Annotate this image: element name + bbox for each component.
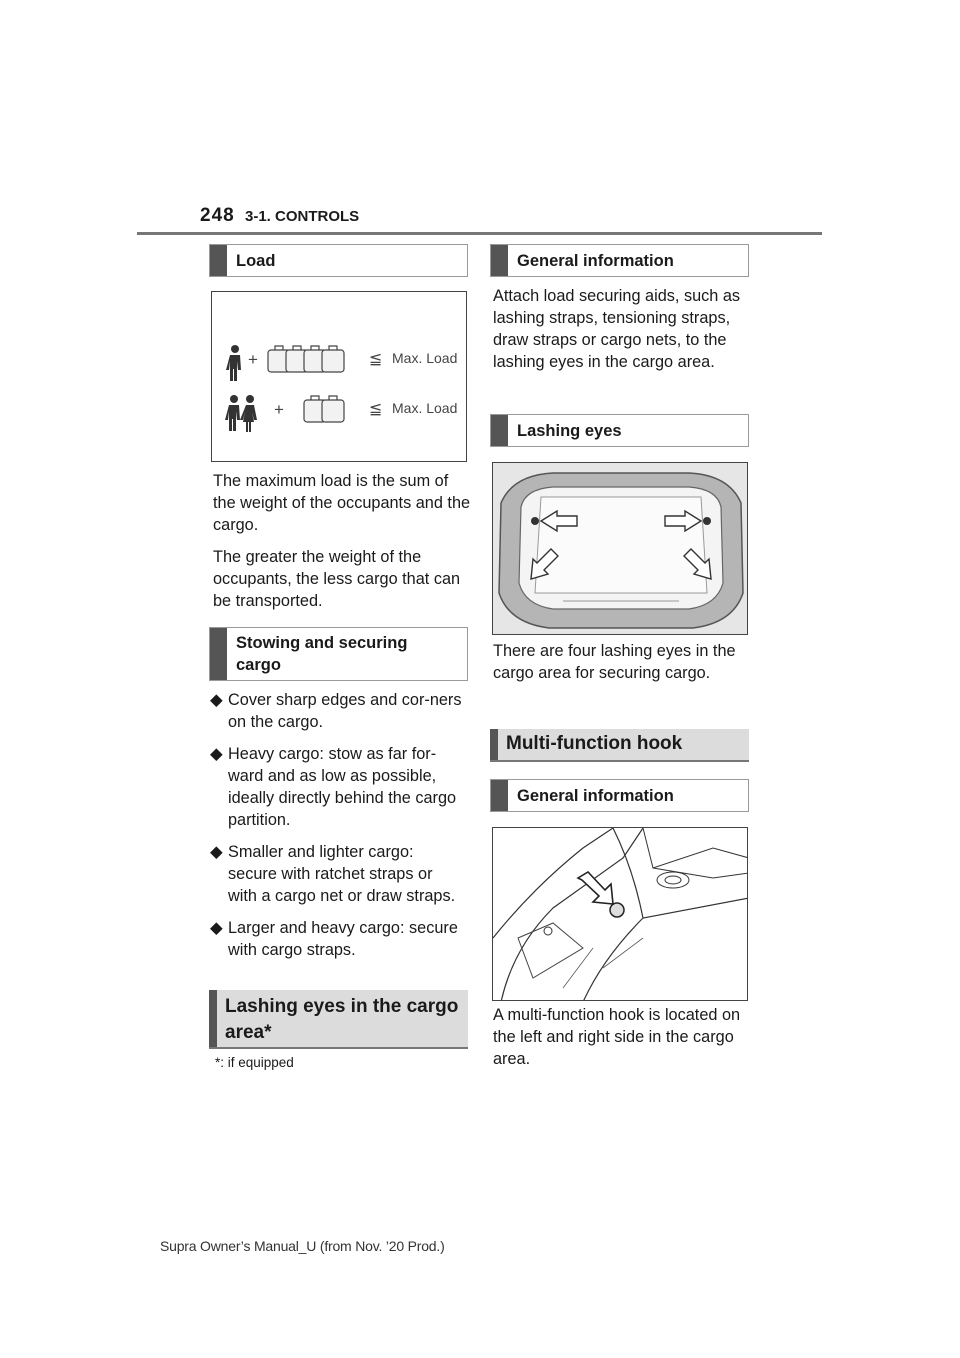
general-info-heading-2: General information (490, 779, 749, 812)
hook-illustration (493, 828, 748, 1001)
load-heading: Load (209, 244, 468, 277)
multi-function-hook-heading: Multi-function hook (490, 729, 749, 762)
header-rule (137, 232, 822, 235)
diamond-bullet-icon: ◆ (210, 843, 223, 861)
lashing-main-heading: Lashing eyes in the cargo area* (209, 990, 468, 1049)
luggage-icons (268, 346, 344, 372)
load-diagram (212, 292, 467, 462)
plus-sign-2: + (274, 400, 284, 419)
leq-sign: ≦ (369, 349, 383, 368)
page-number: 248 (200, 205, 235, 226)
section-title: 3-1. CONTROLS (245, 208, 360, 225)
stowing-bullet-list (210, 689, 465, 961)
leq-sign-2: ≦ (369, 399, 383, 418)
lashing-eye-marker (703, 517, 711, 525)
lashing-eyes-figure (492, 462, 748, 635)
plus-sign: + (248, 350, 258, 369)
bullet-item: ◆ Cover sharp edges and cor-ners on the cargo. (210, 691, 462, 731)
multi-function-hook-figure (492, 827, 748, 1001)
lashing-eyes-paragraph: There are four lashing eyes in the cargo area for securing cargo. (493, 642, 736, 682)
load-figure (211, 291, 467, 462)
diamond-bullet-icon: ◆ (210, 919, 223, 937)
two-persons-icon (225, 395, 257, 432)
footnote: *: if equipped (215, 1055, 294, 1070)
stowing-heading: Stowing and securing cargo (209, 627, 468, 681)
bullet-item: ◆ Smaller and lighter cargo: secure with ratchet straps or with a cargo net or draw straps. (210, 843, 456, 905)
general-info-paragraph: Attach load securing aids, such as lashing straps, tensioning straps, draw straps or cargo nets, to the lashing eyes in the cargo area. (493, 287, 741, 371)
bullet-item: ◆ Heavy cargo: stow as far for-ward and as low as possible, ideally directly behind the cargo partition. (210, 745, 457, 829)
luggage-icons-2 (304, 396, 344, 422)
max-load-label-1: Max. Load (392, 350, 458, 366)
bullet-item: ◆ Larger and heavy cargo: secure with cargo straps. (210, 919, 458, 959)
diamond-bullet-icon: ◆ (210, 745, 223, 763)
diamond-bullet-icon: ◆ (210, 691, 223, 709)
multi-function-hook-paragraph: A multi-function hook is located on the left and right side in the cargo area. (493, 1006, 741, 1068)
lashing-eye-marker (531, 517, 539, 525)
general-info-heading-1: General information (490, 244, 749, 277)
load-paragraph-2: The greater the weight of the occupants, the less cargo that can be transported. (213, 548, 461, 610)
lashing-eyes-heading: Lashing eyes (490, 414, 749, 447)
max-load-label-2: Max. Load (392, 400, 458, 416)
hook-marker (610, 903, 624, 917)
person-icon (226, 345, 241, 381)
page-footer: Supra Owner’s Manual_U (from Nov. ’20 Prod.) (160, 1238, 445, 1254)
cargo-area-illustration (493, 463, 748, 635)
load-paragraph-1: The maximum load is the sum of the weight of the occupants and the cargo. (213, 472, 471, 534)
